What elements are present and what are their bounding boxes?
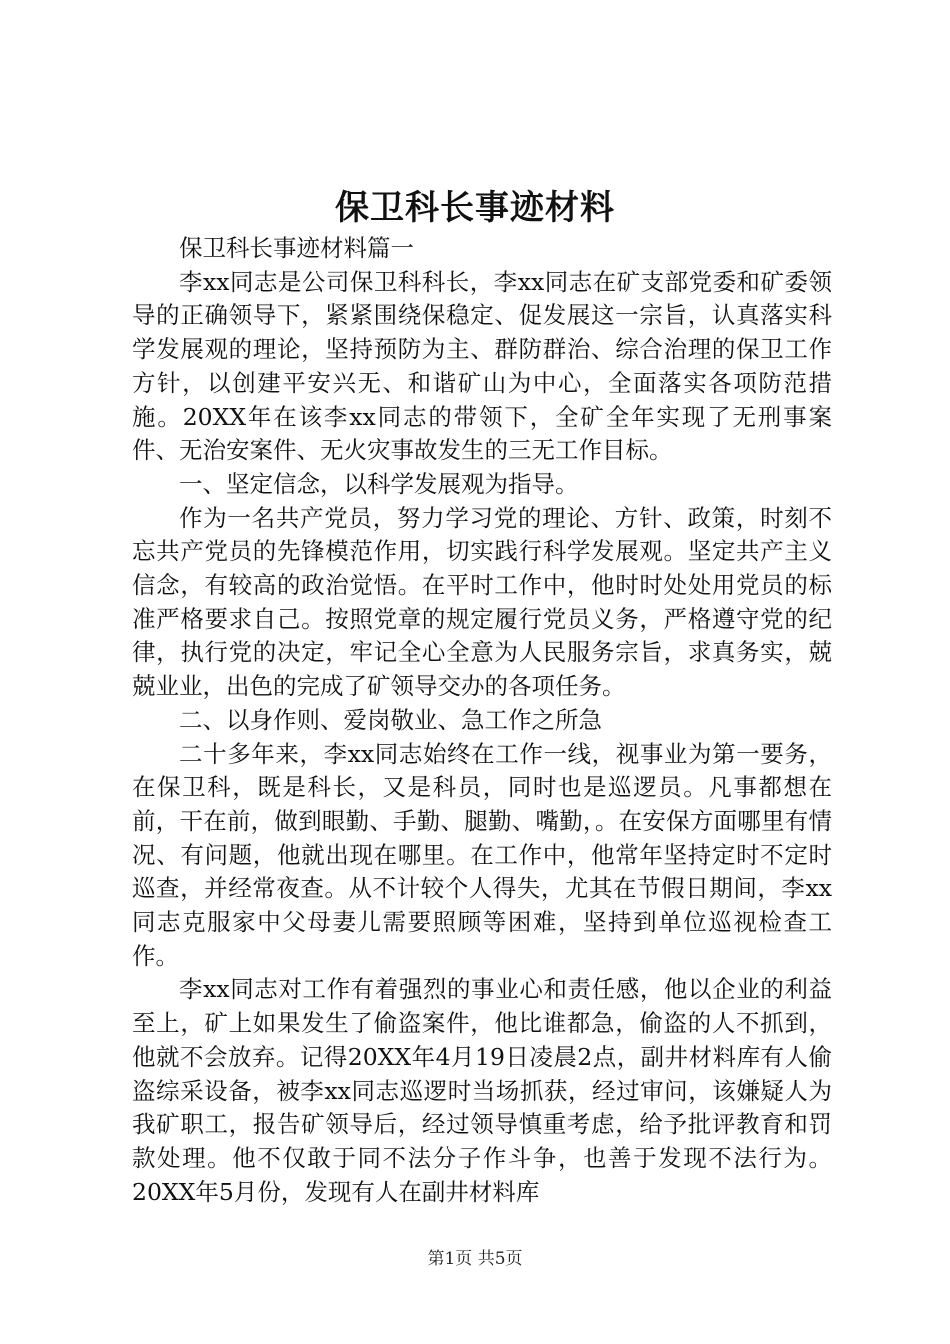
body-paragraph: 作为一名共产党员，努力学习党的理论、方针、政策，时刻不忘共产党员的先锋模范作用，切实践行科学发展观。坚定共产主义信念，有较高的政治觉悟。在平时工作中，他时时处处用党员的标准严格要求自己。按照党章的规定履行党员义务，严格遵守党的纪律，执行党的决定，牢记全心全意为人民服务宗旨，求真务实，兢兢业业，出色的完成了矿领导交办的各项任务。 bbox=[132, 503, 832, 701]
section-heading: 保卫科长事迹材料篇一 bbox=[179, 234, 414, 262]
body-paragraph: 李xx同志是公司保卫科科长，李xx同志在矿支部党委和矿委领导的正确领导下，紧紧围绕保稳定、促发展这一宗旨，认真落实科学发展观的理论，坚持预防为主、群防群治、综合治理的保卫工作方针，以创建平安兴无、和谐矿山为中心，全面落实各项防范措施。20XX年在该李xx同志的带领下，全矿全年实现了无刑事案件、无治安案件、无火灾事故发生的三无工作目标。 bbox=[132, 267, 832, 465]
body-paragraph: 二十多年来，李xx同志始终在工作一线，视事业为第一要务，在保卫科，既是科长，又是科员，同时也是巡逻员。凡事都想在前，干在前，做到眼勤、手勤、腿勤、嘴勤，。在安保方面哪里有情况、有问题，他就出现在哪里。在工作中，他常年坚持定时不定时巡查，并经常夜查。从不计较个人得失，尤其在节假日期间，李xx同志克服家中父母妻儿需要照顾等困难，坚持到单位巡视检查工作。 bbox=[132, 739, 832, 970]
body-paragraph: 李xx同志对工作有着强烈的事业心和责任感，他以企业的利益至上，矿上如果发生了偷盗案件，他比谁都急，偷盗的人不抓到，他就不会放弃。记得20XX年4月19日凌晨2点，副井材料库有人偷盗综采设备，被李xx同志巡逻时当场抓获，经过审问，该嫌疑人为我矿职工，报告矿领导后，经过领导慎重考虑，给予批评教育和罚款处理。他不仅敢于同不法分子作斗争，也善于发现不法行为。20XX年5月份，发现有人在副井材料库 bbox=[132, 975, 832, 1206]
document-body bbox=[132, 232, 832, 1209]
section-heading: 一、坚定信念，以科学发展观为指导。 bbox=[179, 469, 579, 498]
page-number-footer: 第1页 共5页 bbox=[427, 1249, 523, 1269]
page-title: 保卫科长事迹材料 bbox=[335, 188, 615, 228]
section-heading: 二、以身作则、爱岗敬业、急工作之所急 bbox=[179, 705, 602, 734]
